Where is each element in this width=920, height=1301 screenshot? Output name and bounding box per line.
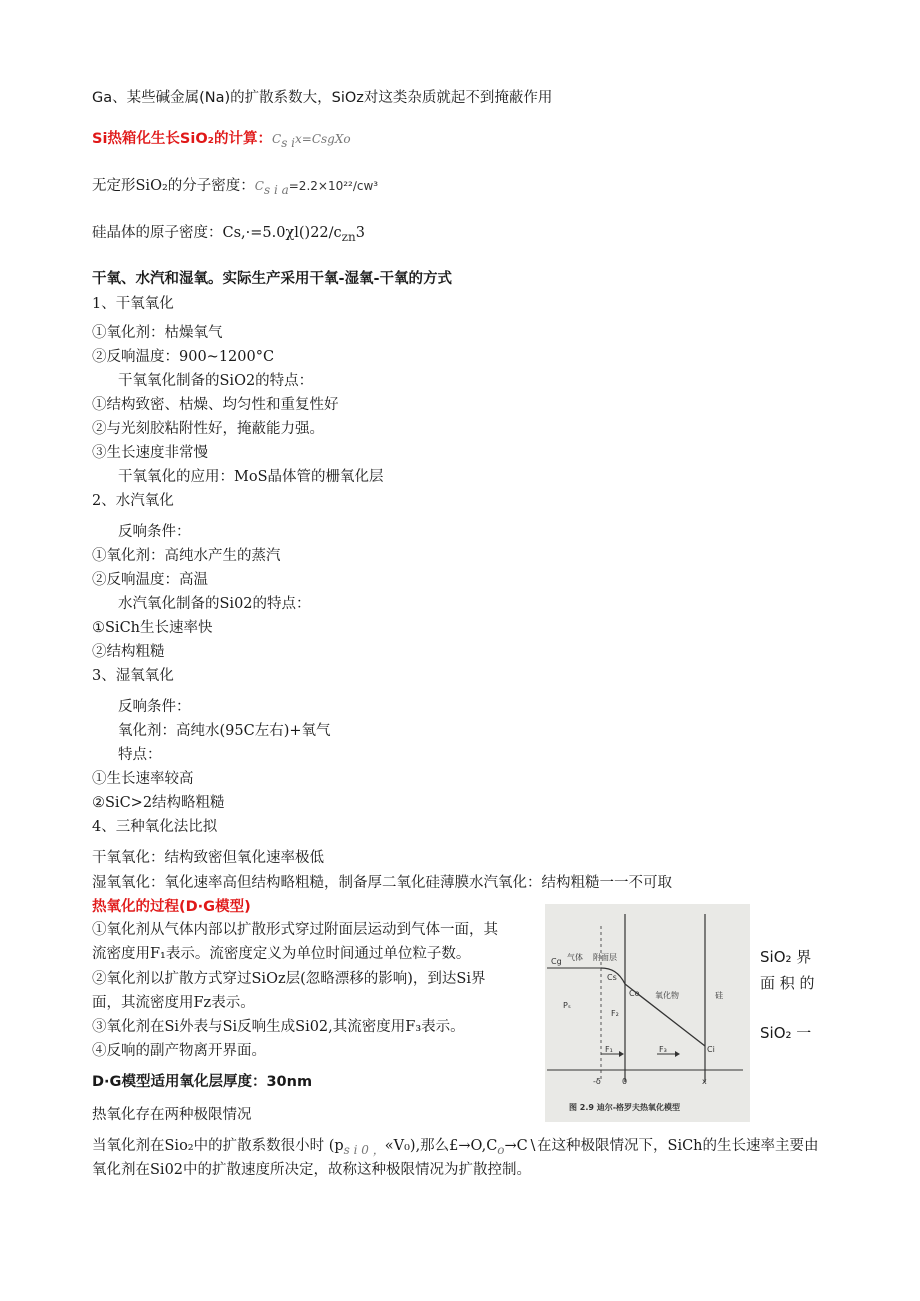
text-line: 干氧氧化的应用：MoS晶体管的栅氧化层	[118, 469, 384, 485]
label-oxide: 氧化物	[655, 991, 679, 1000]
text-line-bold: D·G模型适用氧化层厚度：30nm	[92, 1074, 313, 1090]
label-gas: 气体	[567, 953, 583, 962]
figure-background	[545, 904, 750, 1122]
text-line: ②与光刻胶粘附性好，掩蔽能力强。	[92, 421, 324, 437]
label-si: 硅	[715, 991, 723, 1000]
limit-text-a: 当氧化剂在Sio₂中的扩散系数很小时 (p	[92, 1138, 344, 1154]
label-cs: Cs	[607, 973, 617, 982]
density-c: C	[254, 179, 264, 193]
limit-sub-a: s i 0 ，	[343, 1142, 385, 1157]
text-line-density	[92, 176, 378, 200]
text-line: ①结构致密、枯燥、均匀性和重复性好	[92, 397, 339, 413]
side-text-3: SiO₂ 一	[760, 1024, 812, 1042]
text-line: 3、湿氧氧化	[92, 668, 174, 684]
text-line: 干氧氧化制备的SiO2的特点：	[118, 373, 314, 389]
deal-grove-model-figure	[545, 904, 750, 1122]
density-sub: s i a	[263, 182, 289, 197]
density-label: 无定形SiO₂的分子密度：	[92, 178, 255, 194]
label-x-zero: 0	[622, 1077, 628, 1086]
section-heading-limits: 热氧化存在两种极限情况	[92, 1107, 252, 1123]
label-f2: F₂	[611, 1009, 619, 1018]
text-line: ①SiCh生长速率快	[92, 620, 213, 636]
limit-text-c: →C∖在这种极限情况下，SiCh的生长速率主要由	[504, 1138, 819, 1154]
text-line: ④反响的副产物离开界面。	[92, 1043, 266, 1059]
text-line: ②结构粗糙	[92, 644, 165, 660]
formula-rest: x=CsgXo	[295, 132, 351, 146]
text-line: ①氧化剂：高纯水产生的蒸汽	[92, 548, 281, 564]
limit-text-b: «V₀),那么£→O,C	[384, 1138, 498, 1154]
atomic-density-label: 硅晶体的原子密度：Cs,·=5.0χl()22∕c	[92, 225, 342, 241]
text-line: ②氧化剂以扩散方式穿过SiOz层(忽略漂移的影响)，到达Si界	[92, 971, 486, 987]
text-line: ②反响温度：高温	[92, 572, 208, 588]
label-f1: F₁	[605, 1045, 613, 1054]
text-line: 干氧氧化：结构致密但氧化速率极低	[92, 850, 324, 866]
section-heading-dg-model: 热氧化的过程(D·G模型)	[92, 899, 251, 915]
density-value: =2.2×10²²∕cw³	[288, 179, 379, 193]
text-line: 面，其流密度用Fz表示。	[92, 995, 255, 1011]
label-x-end: x	[702, 1077, 707, 1086]
text-line: ③生长速度非常慢	[92, 445, 208, 461]
label-ps: Pₛ	[563, 1001, 571, 1010]
figure-caption: 图 2.9 迪尔-格罗夫热氧化模型	[569, 1103, 681, 1112]
text-line: ①氧化剂：枯燥氧气	[92, 325, 223, 341]
label-co: Co	[629, 989, 640, 998]
text-line: ②反响温度：900~1200°C	[92, 349, 275, 365]
label-x-neg: -δ	[593, 1077, 601, 1086]
label-f3: F₃	[659, 1045, 667, 1054]
atomic-density-sub: zn	[341, 229, 356, 244]
text-line: ①氧化剂从气体内部以扩散形式穿过附面层运动到气体一面，其	[92, 922, 498, 938]
atomic-density-end: 3	[355, 225, 365, 241]
text-line: 氧化剂：高纯水(95C左右)+氧气	[118, 723, 331, 739]
label-ci: Ci	[707, 1045, 715, 1054]
text-line: 4、三种氧化法比拟	[92, 819, 218, 835]
text-line: ③氧化剂在Si外表与Si反响生成Si02,其流密度用F₃表示。	[92, 1019, 465, 1035]
text-line: 流密度用F₁表示。流密度定义为单位时间通过单位粒子数。	[92, 946, 471, 962]
text-line: ①生长速率较高	[92, 771, 194, 787]
text-line: 氧化剂在Si02中的扩散速度所决定，故称这种极限情况为扩散控制。	[92, 1162, 532, 1178]
text-line-limit	[92, 1136, 819, 1160]
formula-sub: s i	[281, 135, 296, 150]
heading-sio2-calc	[92, 129, 351, 153]
text-line-atomic-density	[92, 223, 365, 247]
text-line: 湿氧氧化：氧化速率高但结构略粗糙，制备厚二氧化硅薄膜水汽氧化：结构粗糙一一不可取	[92, 875, 672, 891]
side-text-1: SiO₂ 界	[760, 948, 812, 966]
label-boundary: 附面层	[593, 953, 617, 962]
side-text-2: 面 积 的	[760, 974, 815, 992]
heading-red-text: Si热箱化生长SiO₂的计算：	[92, 131, 273, 147]
text-line: 2、水汽氧化	[92, 493, 174, 509]
text-line: Ga、某些碱金属(Na)的扩散系数大，SiOz对这类杂质就起不到掩蔽作用	[92, 90, 553, 106]
limit-sub-b: o	[497, 1142, 505, 1157]
text-line: 反响条件：	[118, 699, 191, 715]
text-line: 1、干氧氧化	[92, 296, 174, 312]
text-line: 特点：	[118, 747, 162, 763]
text-line: 水汽氧化制备的Si02的特点：	[118, 596, 311, 612]
formula-c: C	[272, 132, 282, 146]
label-cg: Cg	[551, 957, 562, 966]
text-line: ②SiC>2结构略粗糙	[92, 795, 225, 811]
section-heading-methods: 干氧、水汽和湿氧。实际生产采用干氧-湿氧-干氧的方式	[92, 271, 453, 287]
text-line: 反响条件：	[118, 524, 191, 540]
